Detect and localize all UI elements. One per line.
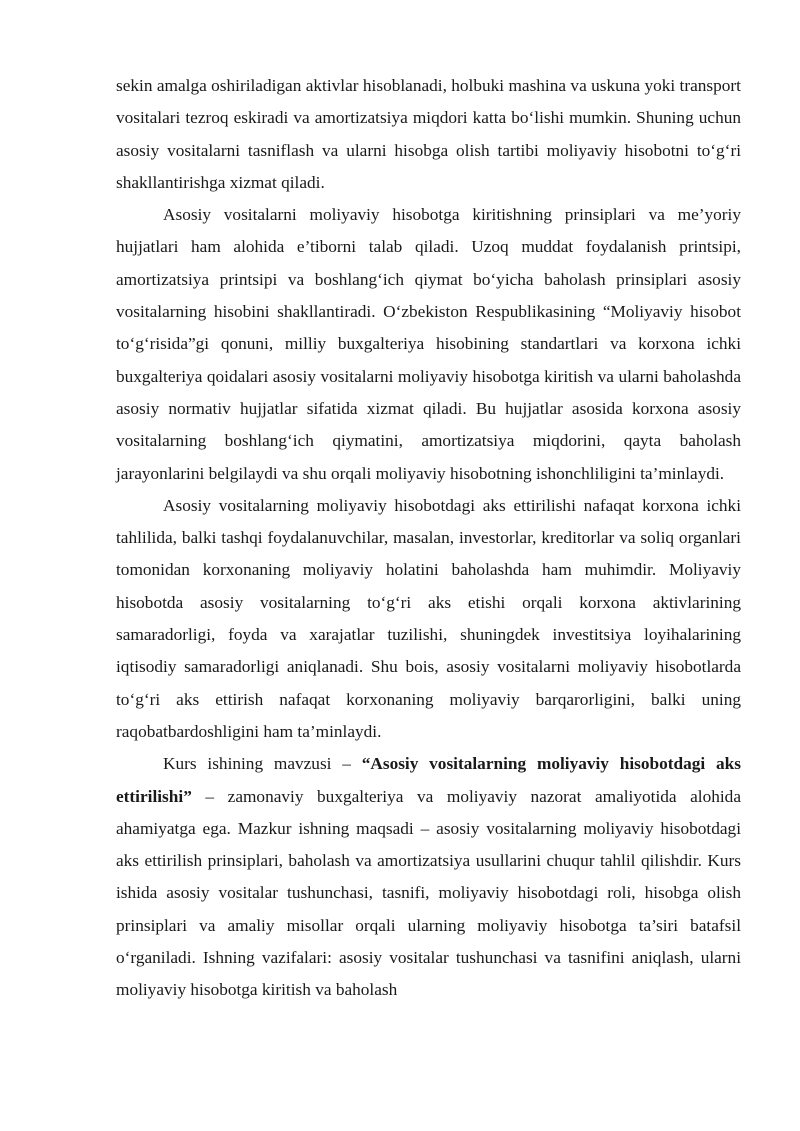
paragraph-course-topic <box>116 748 741 1006</box>
topic-lead-text: Kurs ishining mavzusi – <box>163 754 362 774</box>
paragraph-importance: Asosiy vositalarning moliyaviy hisobotdagi aks ettirilishi nafaqat korxona ichki tahlilida, balki tashqi foydalanuvchilar, masalan, investorlar, kreditorlar va soliq organlari tomonidan korxonaning moliyaviy holatini baholashda ham muhimdir. Moliyaviy hisobotda asosiy vositalarning to‘g‘ri aks etishi orqali korxona aktivlarining samaradorligi, foyda va xarajatlar tuzilishi, shuningdek investitsiya loyihalarining iqtisodiy samaradorligi aniqlanadi. Shu bois, asosiy vositalarni moliyaviy hisobotlarda to‘g‘ri aks ettirish nafaqat korxonaning moliyaviy barqarorligini, balki uning raqobatbardoshligini ham ta’minlaydi. <box>116 495 741 741</box>
document-page <box>116 70 741 1007</box>
paragraph-principles: Asosiy vositalarni moliyaviy hisobotga kiritishning prinsiplari va me’yoriy hujjatlari ham alohida e’tiborni talab qiladi. Uzoq muddat foydalanish printsipi, amortizatsiya printsipi va boshlang‘ich qiymat bo‘yicha baholash prinsiplari asosiy vositalarning hisobini shakllantiradi. O‘zbekiston Respublikasining “Moliyaviy hisobot to‘g‘risida”gi qonuni, milliy buxgalteriya hisobining standartlari va korxona ichki buxgalteriya qoidalari asosiy vositalarni moliyaviy hisobotga kiritish va ularni baholashda asosiy normativ hujjatlar sifatida xizmat qiladi. Bu hujjatlar asosida korxona asosiy vositalarning boshlang‘ich qiymatini, amortizatsiya miqdorini, qayta baholash jarayonlarini belgilaydi va shu orqali moliyaviy hisobotning ishonchliligini ta’minlaydi. <box>116 205 741 483</box>
paragraph-continuation: sekin amalga oshiriladigan aktivlar hisoblanadi, holbuki mashina va uskuna yoki transport vositalari tezroq eskiradi va amortizatsiya miqdori katta bo‘lishi mumkin. Shuning uchun asosiy vositalarni tasniflash va ularni hisobga olish tartibi moliyaviy hisobotni to‘g‘ri shakllantirishga xizmat qiladi. <box>116 76 741 192</box>
topic-title-bold: “Asosiy vositalarning moliyaviy hisobotdagi aks ettirilishi” <box>116 754 741 806</box>
topic-rest-text: – zamonaviy buxgalteriya va moliyaviy nazorat amaliyotida alohida ahamiyatga ega. Mazkur ishning maqsadi – asosiy vositalarning moliyaviy hisobotdagi aks ettirilish prinsiplari, baholash va amortizatsiya usullarini chuqur tahlil qilishdir. Kurs ishida asosiy vositalar tushunchasi, tasnifi, moliyaviy hisobotdagi roli, hisobga olish prinsiplari va amaliy misollar orqali ularning moliyaviy hisobotga ta’siri batafsil o‘rganiladi. Ishning vazifalari: asosiy vositalar tushunchasi va tasnifini aniqlash, ularni moliyaviy hisobotga kiritish va baholash <box>116 786 741 1000</box>
